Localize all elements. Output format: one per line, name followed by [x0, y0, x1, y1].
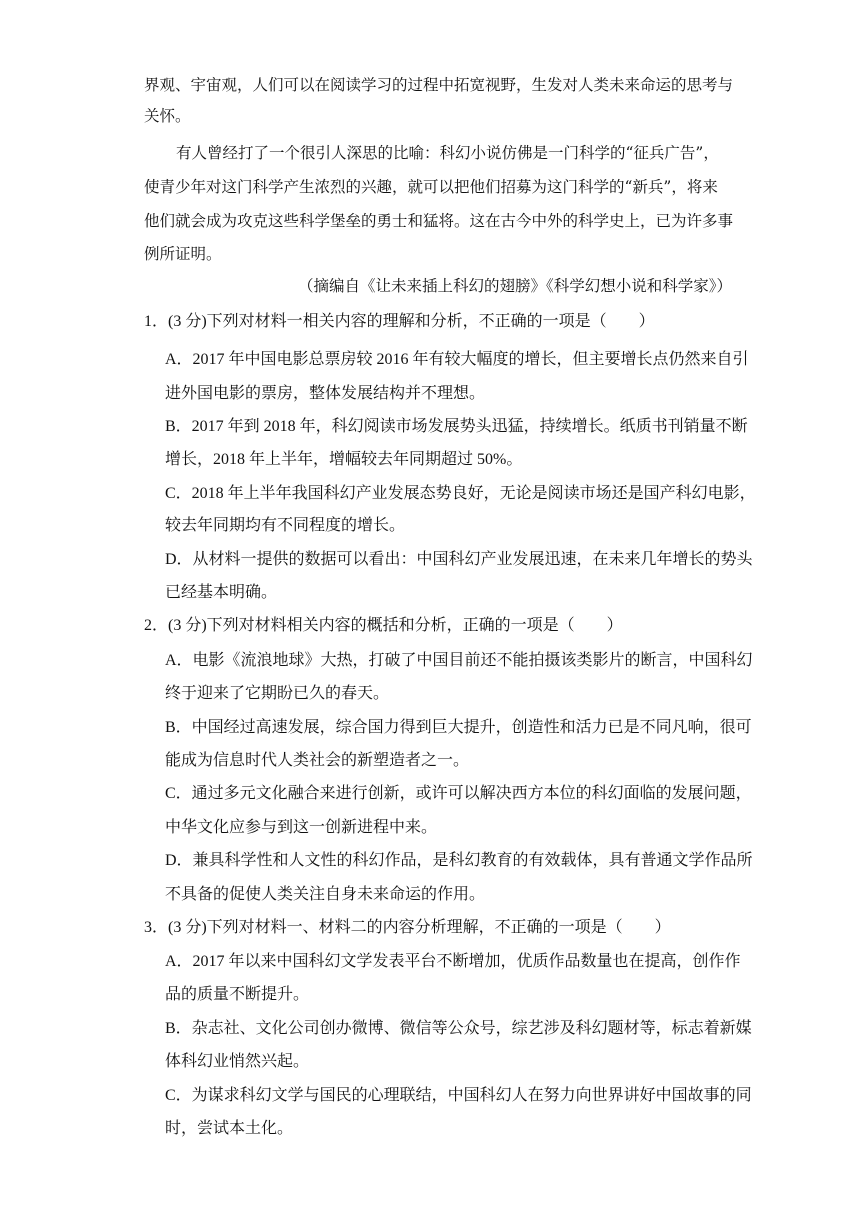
- passage-line: 关怀。: [144, 107, 191, 125]
- option-a: A．电影《流浪地球》大热，打破了中国目前还不能拍摄该类影片的断言，中国科幻: [165, 652, 753, 669]
- option-b: B．2017 年到 2018 年，科幻阅读市场发展势头迅猛，持续增长。纸质书刊销量不断: [165, 418, 748, 435]
- option-b: B．杂志社、文化公司创办微博、微信等公众号，综艺涉及科幻题材等，标志着新媒: [165, 1020, 752, 1037]
- passage-line: 界观、宇宙观，人们可以在阅读学习的过程中拓宽视野，生发对人类未来命运的思考与: [144, 76, 734, 94]
- option-a-cont: 终于迎来了它期盼已久的春天。: [165, 685, 390, 702]
- option-d-cont: 不具备的促使人类关注自身未来命运的作用。: [165, 886, 486, 903]
- passage-line: 有人曾经打了一个很引人深思的比喻：科幻小说仿佛是一门科学的“征兵广告”，: [176, 144, 719, 162]
- passage-line: 他们就会成为攻克这些科学堡垒的勇士和猛将。这在古今中外的科学史上，已为许多事: [144, 212, 734, 230]
- option-b: B．中国经过高速发展，综合国力得到巨大提升，创造性和活力已是不同凡响，很可: [165, 719, 752, 736]
- option-a: A．2017 年中国电影总票房较 2016 年有较大幅度的增长，但主要增长点仍然来自引: [165, 351, 749, 368]
- option-c-cont: 较去年同期均有不同程度的增长。: [165, 517, 406, 534]
- option-d: D．兼具科学性和人文性的科幻作品，是科幻教育的有效载体，具有普通文学作品所: [165, 852, 753, 869]
- option-b-cont: 增长，2018 年上半年，增幅较去年同期超过 50%。: [165, 451, 523, 468]
- passage-line: 使青少年对这门科学产生浓烈的兴趣，就可以把他们招募为这门科学的“新兵”，将来: [144, 178, 718, 196]
- question-stem: 1．(3 分)下列对材料一相关内容的理解和分析，不正确的一项是（ ）: [144, 313, 655, 330]
- option-c-cont: 时，尝试本土化。: [165, 1120, 294, 1137]
- option-c: C．2018 年上半年我国科幻产业发展态势良好，无论是阅读市场还是国产科幻电影，: [165, 485, 756, 502]
- option-a-cont: 进外国电影的票房，整体发展结构并不理想。: [165, 385, 486, 402]
- option-c-cont: 中华文化应参与到这一创新进程中来。: [165, 819, 438, 836]
- question-stem: 3．(3 分)下列对材料一、材料二的内容分析理解，不正确的一项是（ ）: [144, 919, 671, 936]
- question-stem: 2．(3 分)下列对材料相关内容的概括和分析，正确的一项是（ ）: [144, 617, 623, 634]
- option-a-cont: 品的质量不断提升。: [165, 986, 310, 1003]
- option-a: A．2017 年以来中国科幻文学发表平台不断增加，优质作品数量也在提高，创作作: [165, 953, 741, 970]
- option-d: D．从材料一提供的数据可以看出：中国科幻产业发展迅速，在未来几年增长的势头: [165, 551, 753, 568]
- option-d-cont: 已经基本明确。: [165, 584, 278, 601]
- option-b-cont: 体科幻业悄然兴起。: [165, 1053, 310, 1070]
- option-c: C．为谋求科幻文学与国民的心理联结，中国科幻人在努力向世界讲好中国故事的同: [165, 1087, 752, 1104]
- option-b-cont: 能成为信息时代人类社会的新塑造者之一。: [165, 752, 470, 769]
- option-c: C．通过多元文化融合来进行创新，或许可以解决西方本位的科幻面临的发展问题，: [165, 785, 752, 802]
- passage-line: 例所证明。: [144, 245, 222, 263]
- source-citation: （摘编自《让未来插上科幻的翅膀》《科学幻想小说和科学家》）: [298, 277, 733, 295]
